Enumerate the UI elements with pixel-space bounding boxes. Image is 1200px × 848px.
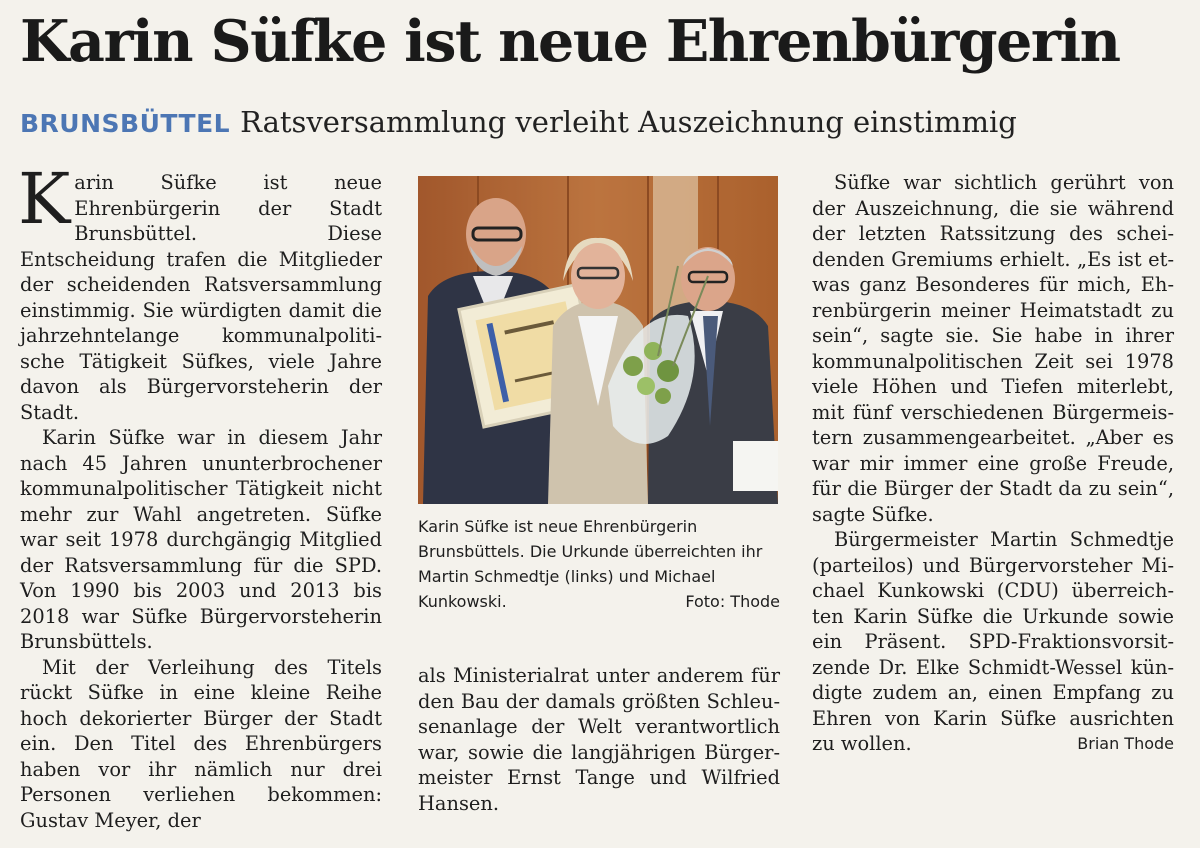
paragraph: Bürgermeister Martin Schmedtje (parteilos) und Bürgervorsteher Michael Kunkowski (CDU) überreichten Karin Süfke die Urkunde sowie ein Präsent. SPD-Fraktionsvorsitzende Dr. Elke Schmidt-Wessel kündigte zudem an, einen Empfang zu Ehren von Karin Süfke ausrichten zu wollen. Brian Thode (812, 528, 1174, 755)
dateline: BRUNSBÜTTEL (20, 109, 231, 138)
article-column-1 (18, 158, 382, 833)
photo-caption (418, 514, 780, 614)
paragraph: als Ministerialrat unter anderem für den Bau der damals größten Schleusenanlage der Welt verantwortlich war, sowie die langjährigen Bürgermeister Ernst Tange und Wilfried Hansen. (418, 664, 780, 815)
drop-cap: K (18, 158, 71, 240)
article-subheadline-row (20, 100, 1180, 146)
article-column-2 (418, 663, 780, 816)
paragraph: Mit der Verleihung des Titels rückt Süfke in eine kleine Reihe hoch dekorierter Bürger der Stadt ein. Den Titel des Ehrenbürgers haben vor ihr nämlich nur drei Personen verliehen bekommen: Gustav Meyer, der (20, 655, 382, 832)
paragraph: Karin Süfke war in diesem Jahr nach 45 Jahren ununterbrochener kommunalpolitischer Tätigkeit nicht mehr zur Wahl angetreten. Süfke war seit 1978 durchgängig Mitglied der Ratsversammlung für die SPD. Von 1990 bis 2003 und 2013 bis 2018 war Süfke Bürgervorsteherin Brunsbüttels. (20, 426, 382, 653)
article-photo (418, 176, 778, 504)
article-headline: Karin Süfke ist neue Ehrenbürgerin (20, 8, 1120, 75)
paragraph: Karin Süfke ist neue Ehrenbürgerin der Stadt Brunsbüttel. Diese Entscheidung trafen die Mitglieder der scheidenden Ratsversammlung einstimmig. Sie würdigten damit die jahrzehntelange kommunalpolitische Tätigkeit Süfkes, viele Jahre davon als Bürgervorsteherin der Stadt. (18, 158, 382, 424)
photo-illustration (418, 176, 778, 504)
article-column-3 (812, 170, 1174, 757)
photo-credit: Foto: Thode (685, 592, 780, 611)
subheadline: Ratsversammlung verleiht Auszeichnung einstimmig (240, 105, 1017, 139)
author-byline: Brian Thode (1077, 734, 1174, 753)
caption-text: Karin Süfke ist neue Ehrenbürgerin Brunsbüttels. Die Urkunde überreichten ihr Martin Schmedtje (links) und Michael Kunkowski. (418, 517, 763, 611)
paragraph: Süfke war sichtlich gerührt von der Auszeichnung, die sie während der letzten Ratssitzung des scheidenden Gremiums erhielt. „Es ist etwas ganz Besonderes für mich, Ehrenbürgerin meiner Heimatstadt zu sein“, sagte sie. Sie habe in ihrer kommunalpolitischen Zeit sei 1978 viele Höhen und Tiefen miterlebt, mit fünf verschiedenen Bürgermeistern zusammengearbeitet. „Aber es war mir immer eine große Freude, für die Bürger der Stadt da zu sein“, sagte Süfke. (812, 171, 1174, 526)
